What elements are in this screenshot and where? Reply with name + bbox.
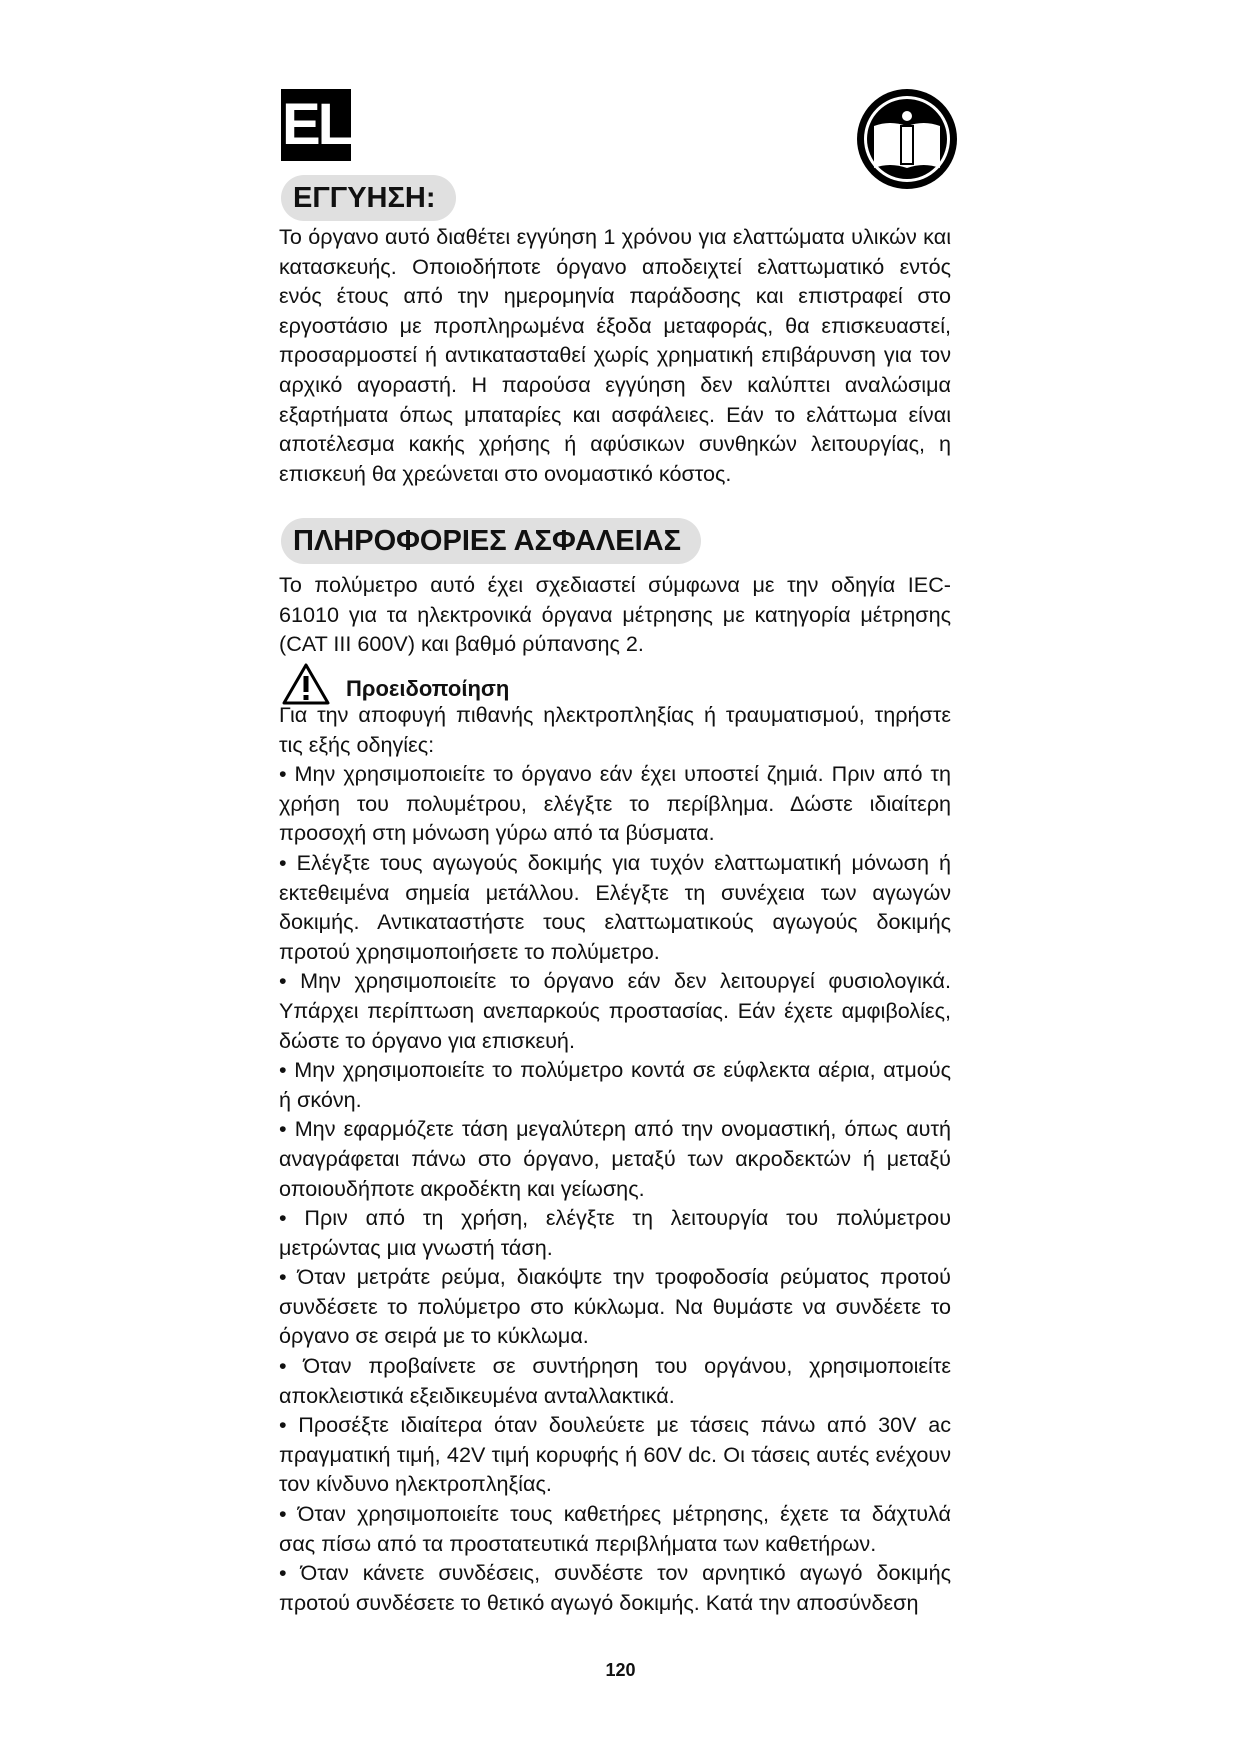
safety-bullet: • Όταν χρησιμοποιείτε τους καθετήρες μέτρησης, έχετε τα δάχτυλά σας πίσω από τα προστατευτικά περιβλήματα των καθετήρων. — [279, 1501, 951, 1556]
safety-bullet: • Μην χρησιμοποιείτε το όργανο εάν δεν λειτουργεί φυσιολογικά. Υπάρχει περίπτωση ανεπαρκούς προστασίας. Εάν έχετε αμφιβολίες, δώστε το όργανο για επισκευή. — [279, 968, 951, 1053]
page-number: 120 — [605, 1660, 636, 1680]
manual-info-icon — [854, 86, 960, 192]
safety-bullet: • Πριν από τη χρήση, ελέγξτε τη λειτουργία του πολύμετρου μετρώντας μια γνωστή τάση. — [279, 1205, 951, 1260]
warranty-text: Το όργανο αυτό διαθέτει εγγύηση 1 χρόνου για ελαττώματα υλικών και κατασκευής. Οποιοδήποτε όργανο αποδειχτεί ελαττωματικό εντός ενός έτους από την ημερομηνία παράδοσης και επιστραφεί στο εργοστάσιο με προπληρωμένα έξοδα μεταφοράς, θα επισκευαστεί, προσαρμοστεί ή αντικατασταθεί χωρίς χρηματική επιβάρυνση για τον αρχικό αγοραστή. Η παρούσα εγγύηση δεν καλύπτει αναλώσιμα εξαρτήματα όπως μπαταρίες και ασφάλειες. Εάν το ελάττωμα είναι αποτέλεσμα κακής χρήσης ή αφύσικων συνθηκών λειτουργίας, η επισκευή θα χρεώνεται στο ονομαστικό κόστος. — [279, 224, 951, 486]
safety-bullet: • Όταν προβαίνετε σε συντήρηση του οργάνου, χρησιμοποιείτε αποκλειστικά εξειδικευμένα ανταλλακτικά. — [279, 1353, 951, 1408]
warranty-title: ΕΓΓΥΗΣΗ: — [281, 175, 456, 221]
safety-bullet: • Όταν κάνετε συνδέσεις, συνδέστε τον αρνητικό αγωγό δοκιμής προτού συνδέσετε το θετικό αγωγό δοκιμής. Κατά την αποσύνδεση — [279, 1560, 951, 1615]
safety-bullet: • Μην χρησιμοποιείτε το όργανο εάν έχει υποστεί ζημιά. Πριν από τη χρήση του πολυμέτρου, ελέγξτε το περίβλημα. Δώστε ιδιαίτερη προσοχή στη μόνωση γύρω από τα βύσματα. — [279, 761, 951, 846]
safety-title: ΠΛΗΡΟΦΟΡΙΕΣ ΑΣΦΑΛΕΙΑΣ — [281, 518, 701, 564]
safety-intro: Το πολύμετρο αυτό έχει σχεδιαστεί σύμφωνα με την οδηγία IEC-61010 για τα ηλεκτρονικά όργανα μέτρησης με κατηγορία μέτρησης (CAT III 600V) και βαθμό ρύπανσης 2. — [279, 572, 951, 657]
safety-instructions — [279, 700, 951, 1617]
language-badge: EL — [281, 89, 351, 161]
warning-intro: Για την αποφυγή πιθανής ηλεκτροπληξίας ή τραυματισμού, τηρήστε τις εξής οδηγίες: — [279, 702, 951, 757]
safety-bullet: • Ελέγξτε τους αγωγούς δοκιμής για τυχόν ελαττωματική μόνωση ή εκτεθειμένα σημεία μετάλλου. Ελέγξτε τη συνέχεια των αγωγών δοκιμής. Αντικαταστήστε τους ελαττωματικούς αγωγούς δοκιμής προτού χρησιμοποιήσετε το πολύμετρο. — [279, 849, 951, 964]
safety-bullet: • Όταν μετράτε ρεύμα, διακόψτε την τροφοδοσία ρεύματος προτού συνδέσετε το πολύμετρο στο κύκλωμα. Να θυμάστε να συνδέετε το όργανο σε σειρά με το κύκλωμα. — [279, 1264, 951, 1349]
safety-bullet: • Προσέξτε ιδιαίτερα όταν δουλεύετε με τάσεις πάνω από 30V ac πραγματική τιμή, 42V τιμή κορυφής ή 60V dc. Οι τάσεις αυτές ενέχουν τον κίνδυνο ηλεκτροπληξίας. — [279, 1412, 951, 1497]
safety-bullet: • Μην εφαρμόζετε τάση μεγαλύτερη από την ονομαστική, όπως αυτή αναγράφεται πάνω στο όργανο, μεταξύ των ακροδεκτών ή μεταξύ οποιουδήποτε ακροδέκτη και γείωσης. — [279, 1116, 951, 1201]
safety-bullet: • Μην χρησιμοποιείτε το πολύμετρο κοντά σε εύφλεκτα αέρια, ατμούς ή σκόνη. — [279, 1057, 951, 1112]
warning-title: Προειδοποίηση — [346, 676, 510, 701]
